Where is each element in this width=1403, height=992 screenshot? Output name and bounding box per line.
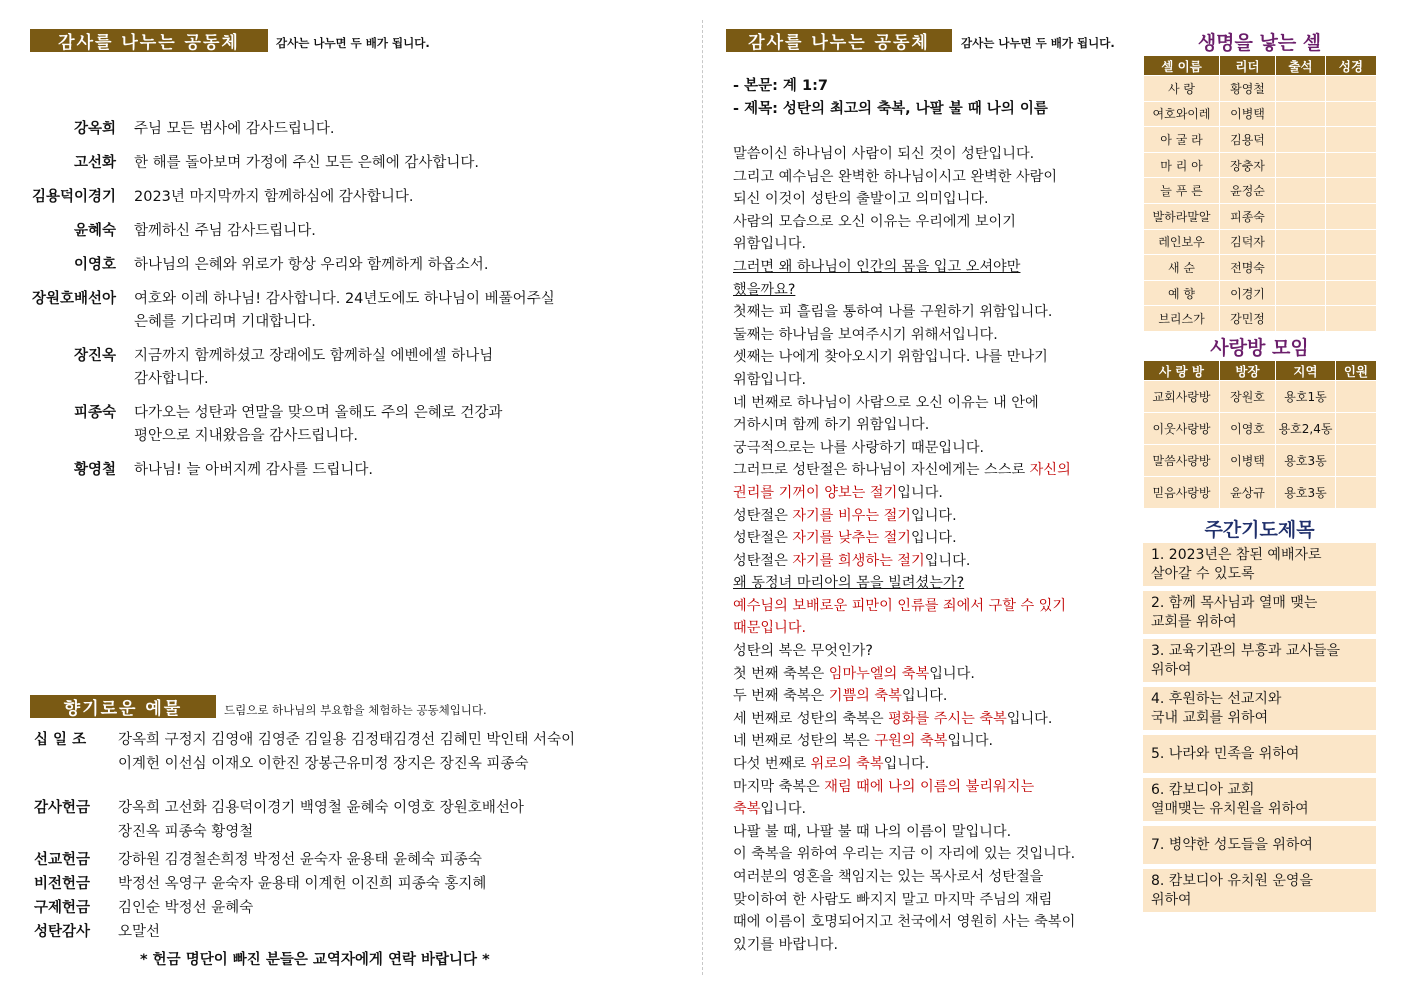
offering-label: 성탄감사 (34, 924, 91, 940)
sermon-header-bar (726, 29, 952, 52)
thanks-row (30, 402, 680, 448)
prayer-list (1143, 543, 1376, 917)
cell-row (1144, 178, 1377, 204)
sermon-line (733, 301, 1133, 324)
cell-name: 마 리 아 (1144, 152, 1220, 178)
offering-label: 십 일 조 (34, 732, 87, 748)
cell-row (1144, 255, 1377, 281)
thanks-text: 하나님! 늘 아버지께 감사를 드립니다. (134, 462, 373, 478)
sermon-line (733, 211, 1133, 234)
cell-name: 발하라말알 (1144, 203, 1220, 229)
cell-row (1144, 76, 1377, 102)
room-row (1144, 381, 1377, 413)
cell-row (1144, 280, 1377, 306)
sermon-line (733, 346, 1133, 369)
sermon-line (733, 866, 1133, 889)
cell-name: 레인보우 (1144, 229, 1220, 255)
sermon-segment: 평화를 주시는 축복 (888, 710, 1007, 727)
cell-name: 브리스가 (1144, 306, 1220, 332)
sermon-segment: 거하시며 함께 하기 위함입니다. (733, 417, 930, 434)
cell-name: 사 랑 (1144, 76, 1220, 102)
sermon-segment: 성탄절은 (733, 507, 793, 524)
room-row (1144, 413, 1377, 445)
room-leader: 윤상규 (1220, 477, 1276, 509)
thanks-row (30, 459, 680, 482)
sermon-line (733, 911, 1133, 934)
sermon-segment: 셋째는 나에게 찾아오시기 위함입니다. 나를 만나기 (733, 349, 1048, 366)
thanks-name: 고선화 (73, 155, 116, 171)
sermon-segment: 때에 이름이 호명되어지고 천국에서 영원히 사는 축복이 (733, 914, 1076, 931)
sermon-line (733, 527, 1133, 550)
sermon-segment: 자신의 (1029, 462, 1071, 479)
cell-row (1144, 127, 1377, 153)
sermon-line (733, 459, 1133, 482)
offering-row (34, 848, 684, 872)
room-area: 용호2,4동 (1276, 413, 1336, 445)
sermon-heading (733, 75, 1048, 121)
sermon-segment: 입니다. (924, 552, 971, 569)
cell-attendance (1276, 127, 1326, 153)
sermon-line (733, 550, 1133, 573)
sermon-segment: 입니다. (1006, 710, 1053, 727)
cell-name: 예 향 (1144, 280, 1220, 306)
cell-attendance (1276, 178, 1326, 204)
prayer-item: 2. 함께 목사님과 열매 맺는 교회를 위하여 (1143, 591, 1376, 634)
offering-row (34, 920, 684, 944)
room-row (1144, 445, 1377, 477)
cell-leader: 강민정 (1220, 306, 1276, 332)
sermon-line (733, 166, 1133, 189)
offering-label: 선교헌금 (34, 852, 91, 868)
sermon-segment: 그러므로 성탄절은 하나님이 자신에게는 스스로 (733, 462, 1030, 479)
sermon-segment: 권리를 기꺼이 양보는 절기 (733, 484, 898, 501)
prayer-item: 6. 캄보디아 교회 열매맺는 유치원을 위하여 (1143, 778, 1376, 821)
cell-name: 늘 푸 른 (1144, 178, 1220, 204)
room-area: 용호3동 (1276, 477, 1336, 509)
cell-row (1144, 152, 1377, 178)
thanks-name: 윤혜숙 (73, 223, 116, 239)
thanks-row (30, 152, 680, 175)
sermon-segment: 위로의 축복 (810, 756, 884, 773)
thanks-text: 주님 모든 범사에 감사드립니다. (134, 121, 335, 137)
sermon-line (733, 617, 1133, 640)
sermon-segment: 기쁨의 축복 (828, 688, 902, 705)
cell-bible (1326, 229, 1377, 255)
cell-name: 새 순 (1144, 255, 1220, 281)
offering-names: 강옥희 고선화 김용덕이경기 백영철 윤혜숙 이영호 장원호배선아 장진옥 피종숙 황영철 (118, 800, 524, 840)
sermon-line (733, 256, 1133, 279)
sermon-segment: 입니다. (897, 484, 943, 501)
sermon-segment: 그리고 예수님은 완벽한 하나님이시고 완벽한 사람이 (733, 168, 1058, 185)
sermon-line (733, 392, 1133, 415)
sermon-segment: 마지막 축복은 (733, 778, 825, 795)
offering-header-title: 향기로운 예물 (63, 699, 183, 719)
prayer-item: 7. 병약한 성도들을 위하여 (1143, 826, 1376, 864)
sermon-segment: 입니다. (929, 665, 975, 682)
sermon-line (733, 482, 1133, 505)
cell-bible (1326, 203, 1377, 229)
sermon-segment: 성탄의 복은 무엇인가? (733, 643, 873, 660)
sermon-line (733, 414, 1133, 437)
sermon-segment: 두 번째 축복은 (733, 688, 829, 705)
sermon-segment: 위함입니다. (733, 236, 807, 253)
cell-bible (1326, 152, 1377, 178)
room-leader: 이영호 (1220, 413, 1276, 445)
sermon-line (733, 753, 1133, 776)
thanks-text: 여호와 이레 하나님! 감사합니다. 24년도에도 하나님이 베풀어주실 은혜를 기다리며 기대합니다. (134, 291, 555, 330)
thanks-row (30, 254, 680, 277)
room-row (1144, 477, 1377, 509)
thanks-list (30, 118, 680, 493)
cell-name: 여호와이레 (1144, 101, 1220, 127)
sermon-segment: 입니다. (947, 733, 994, 750)
cell-attendance (1276, 152, 1326, 178)
thanks-text: 하나님의 은혜와 위로가 항상 우리와 함께하게 하옵소서. (134, 257, 489, 273)
sermon-header-title: 감사를 나누는 공동체 (748, 33, 930, 53)
offering-names: 강옥희 구정지 김영애 김영준 김일용 김정태김경선 김혜민 박인태 서숙이 이계헌 이선심 이재오 이한진 장봉근유미정 장지은 장진옥 피종숙 (118, 732, 576, 772)
sermon-line (733, 889, 1133, 912)
cell-table (1143, 55, 1377, 332)
cell-row (1144, 229, 1377, 255)
sermon-body (733, 143, 1133, 956)
cell-title: 생명을 낳는 셀 (1197, 32, 1322, 54)
cell-bible (1326, 280, 1377, 306)
page-divider (702, 20, 703, 975)
thanks-header-title: 감사를 나누는 공동체 (58, 33, 240, 53)
sermon-segment: 네 번째로 하나님이 사람으로 오신 이유는 내 안에 (733, 394, 1039, 411)
thanks-text: 함께하신 주님 감사드립니다. (134, 223, 316, 239)
cell-column-header: 성경 (1326, 56, 1377, 76)
sermon-segment: 맞이하여 한 사람도 빠지지 말고 마지막 주님의 재림 (733, 891, 1053, 908)
sermon-segment: 그러면 왜 하나님이 인간의 몸을 입고 오셔야만 (733, 258, 1021, 275)
sermon-segment: 나팔 불 때, 나팔 불 때 나의 이름이 말입니다. (733, 823, 1012, 840)
thanks-text: 다가오는 성탄과 연말을 맞으며 올해도 주의 은혜로 건강과 평안으로 지내왔음을 감사드립니다. (134, 405, 503, 444)
prayer-item: 5. 나라와 민족을 위하여 (1143, 735, 1376, 773)
sermon-line (733, 843, 1133, 866)
sermon-segment: 입니다. (901, 688, 948, 705)
thanks-name: 피종숙 (73, 405, 116, 421)
thanks-row (30, 345, 680, 391)
sermon-segment: 이 축복을 위하여 우리는 지금 이 자리에 있는 것입니다. (733, 846, 1076, 863)
prayer-item: 1. 2023년은 참된 예배자로 살아갈 수 있도록 (1143, 543, 1376, 586)
cell-attendance (1276, 203, 1326, 229)
offering-names: 박정선 옥영구 윤숙자 윤용태 이계헌 이진희 피종숙 홍지혜 (118, 876, 487, 892)
cell-attendance (1276, 101, 1326, 127)
cell-column-header: 출석 (1276, 56, 1326, 76)
thanks-name: 김용덕이경기 (31, 189, 116, 205)
sermon-segment: 입니다. (911, 507, 957, 524)
cell-attendance (1276, 255, 1326, 281)
prayer-item: 8. 캄보디아 유치원 운영을 위하여 (1143, 869, 1376, 912)
room-table (1143, 360, 1377, 509)
sermon-segment: 둘째는 하나님을 보여주시기 위해서입니다. (733, 326, 998, 343)
sermon-title-label: - 제목: 성탄의 최고의 축복, 나팔 불 때 나의 이름 (733, 101, 1048, 117)
sermon-segment: 첫째는 피 흘림을 통하여 나를 구원하기 위함입니다. (733, 304, 1053, 321)
thanks-text: 2023년 마지막까지 함께하심에 감사합니다. (134, 189, 414, 205)
room-column-header: 인원 (1336, 361, 1377, 381)
sermon-segment: 재림 때에 나의 이름의 불리워지는 (824, 778, 1035, 795)
cell-attendance (1276, 229, 1326, 255)
sermon-segment: 입니다. (760, 801, 807, 818)
thanks-name: 이영호 (73, 257, 116, 273)
sermon-line (733, 233, 1133, 256)
cell-leader: 황영철 (1220, 76, 1276, 102)
offering-list (34, 728, 684, 944)
thanks-name: 장진옥 (73, 348, 116, 364)
thanks-header-subtitle: 감사는 나누면 두 배가 됩니다. (276, 36, 430, 50)
sermon-line (733, 730, 1133, 753)
room-leader: 장원호 (1220, 381, 1276, 413)
cell-leader: 장충자 (1220, 152, 1276, 178)
cell-column-header: 리더 (1220, 56, 1276, 76)
cell-row (1144, 101, 1377, 127)
cell-name: 아 굴 라 (1144, 127, 1220, 153)
room-title: 사랑방 모임 (1210, 337, 1309, 359)
cell-row (1144, 306, 1377, 332)
sermon-segment: 구원의 축복 (874, 733, 948, 750)
cell-attendance (1276, 306, 1326, 332)
sermon-segment: 왜 동정녀 마리아의 몸을 빌려셨는가? (733, 575, 965, 592)
thanks-name: 장원호배선아 (31, 291, 116, 307)
thanks-row (30, 118, 680, 141)
cell-attendance (1276, 280, 1326, 306)
sermon-text-label: - 본문: 계 1:7 (733, 78, 828, 94)
thanks-name: 황영철 (73, 462, 116, 478)
cell-bible (1326, 127, 1377, 153)
offering-label: 감사헌금 (34, 800, 91, 816)
prayer-item: 3. 교육기관의 부흥과 교사들을 위하여 (1143, 639, 1376, 682)
sermon-segment: 말씀이신 하나님이 사람이 되신 것이 성탄입니다. (733, 146, 1035, 162)
sermon-segment: 있기를 바랍니다. (733, 936, 838, 953)
sermon-segment: 때문입니다. (733, 620, 807, 637)
thanks-row (30, 288, 680, 334)
room-name: 말씀사랑방 (1144, 445, 1220, 477)
sermon-segment: 자기를 낮추는 절기 (792, 530, 912, 547)
sermon-segment: 다섯 번째로 (733, 756, 811, 773)
room-name: 믿음사랑방 (1144, 477, 1220, 509)
prayer-title: 주간기도제목 (1204, 519, 1315, 541)
cell-bible (1326, 76, 1377, 102)
room-name: 교회사랑방 (1144, 381, 1220, 413)
room-leader: 이병택 (1220, 445, 1276, 477)
cell-leader: 이병택 (1220, 101, 1276, 127)
cell-leader: 전명숙 (1220, 255, 1276, 281)
thanks-row (30, 186, 680, 209)
offering-header-bar (30, 695, 216, 718)
sermon-segment: 자기를 비우는 절기 (792, 507, 912, 524)
thanks-name: 강옥희 (73, 121, 116, 137)
cell-column-header: 셀 이름 (1144, 56, 1220, 76)
sermon-segment: 했을까요? (733, 281, 796, 298)
cell-leader: 피종숙 (1220, 203, 1276, 229)
cell-leader: 이경기 (1220, 280, 1276, 306)
sermon-segment: 임마누엘의 축복 (828, 665, 930, 682)
cell-bible (1326, 178, 1377, 204)
sermon-line (733, 640, 1133, 663)
room-count (1336, 445, 1377, 477)
sermon-line (733, 279, 1133, 302)
sermon-header-subtitle: 감사는 나누면 두 배가 됩니다. (961, 36, 1115, 50)
cell-leader: 김용덕 (1220, 127, 1276, 153)
offering-label: 구제헌금 (34, 900, 91, 916)
sermon-segment: 성탄절은 (733, 530, 793, 547)
sermon-line (733, 776, 1133, 799)
thanks-row (30, 220, 680, 243)
room-count (1336, 477, 1377, 509)
sermon-segment: 여러분의 영혼을 책임지는 있는 목사로서 성탄절을 (733, 869, 1044, 885)
cell-leader: 김덕자 (1220, 229, 1276, 255)
sermon-line (733, 663, 1133, 686)
cell-attendance (1276, 76, 1326, 102)
offering-row (34, 896, 684, 920)
sermon-segment: 위함입니다. (733, 371, 807, 388)
offering-names: 강하원 김경철손희정 박정선 윤숙자 윤용태 윤혜숙 피종숙 (118, 852, 482, 868)
sermon-segment: 축복 (733, 801, 761, 818)
sermon-line (733, 685, 1133, 708)
sermon-line (733, 188, 1133, 211)
offering-row (34, 872, 684, 896)
offering-row (34, 728, 684, 776)
sermon-segment: 성탄절은 (733, 552, 793, 569)
sermon-segment: 첫 번째 축복은 (733, 665, 829, 682)
thanks-text: 지금까지 함께하셨고 장래에도 함께하실 에벤에셀 하나님 감사합니다. (134, 348, 494, 387)
sermon-line (733, 324, 1133, 347)
thanks-text: 한 해를 돌아보며 가정에 주신 모든 은혜에 감사합니다. (134, 155, 480, 171)
sermon-line (733, 708, 1133, 731)
offering-note: * 헌금 명단이 빠진 분들은 교역자에게 연락 바랍니다 * (140, 952, 490, 968)
room-count (1336, 413, 1377, 445)
room-area: 용호3동 (1276, 445, 1336, 477)
room-column-header: 방장 (1220, 361, 1276, 381)
cell-row (1144, 203, 1377, 229)
sermon-segment: 예수님의 보배로운 피만이 인류를 죄에서 구할 수 있기 (733, 597, 1067, 614)
sermon-line (733, 798, 1133, 821)
sermon-segment: 입니다. (911, 530, 957, 547)
sermon-line (733, 437, 1133, 460)
cell-leader: 윤정순 (1220, 178, 1276, 204)
sermon-line (733, 821, 1133, 844)
thanks-header-bar (30, 29, 268, 52)
cell-bible (1326, 101, 1377, 127)
sermon-segment: 네 번째로 성탄의 복은 (733, 733, 875, 750)
offering-header-subtitle: 드림으로 하나님의 부요함을 체험하는 공동체입니다. (224, 703, 487, 717)
sermon-segment: 자기를 희생하는 절기 (792, 552, 925, 569)
room-count (1336, 381, 1377, 413)
room-column-header: 지역 (1276, 361, 1336, 381)
offering-label: 비전헌금 (34, 876, 91, 892)
cell-bible (1326, 255, 1377, 281)
sermon-segment: 사람의 모습으로 오신 이유는 우리에게 보이기 (733, 213, 1016, 230)
sermon-line (733, 143, 1133, 166)
room-name: 이웃사랑방 (1144, 413, 1220, 445)
sermon-line (733, 595, 1133, 618)
sermon-segment: 궁극적으로는 나를 사랑하기 때문입니다. (733, 439, 985, 456)
offering-names: 김인순 박정선 윤혜숙 (118, 900, 254, 916)
sermon-segment: 되신 이것이 성탄의 출발이고 의미입니다. (733, 191, 989, 208)
room-column-header: 사 랑 방 (1144, 361, 1220, 381)
sermon-segment: 입니다. (883, 756, 930, 773)
sermon-line (733, 934, 1133, 957)
cell-bible (1326, 306, 1377, 332)
sermon-line (733, 369, 1133, 392)
sermon-segment: 세 번째로 성탄의 축복은 (733, 710, 889, 727)
offering-names: 오말선 (118, 924, 161, 940)
room-area: 용호1동 (1276, 381, 1336, 413)
sermon-line (733, 572, 1133, 595)
offering-row (34, 796, 684, 844)
prayer-item: 4. 후원하는 선교지와 국내 교회를 위하여 (1143, 687, 1376, 730)
sermon-line (733, 505, 1133, 528)
